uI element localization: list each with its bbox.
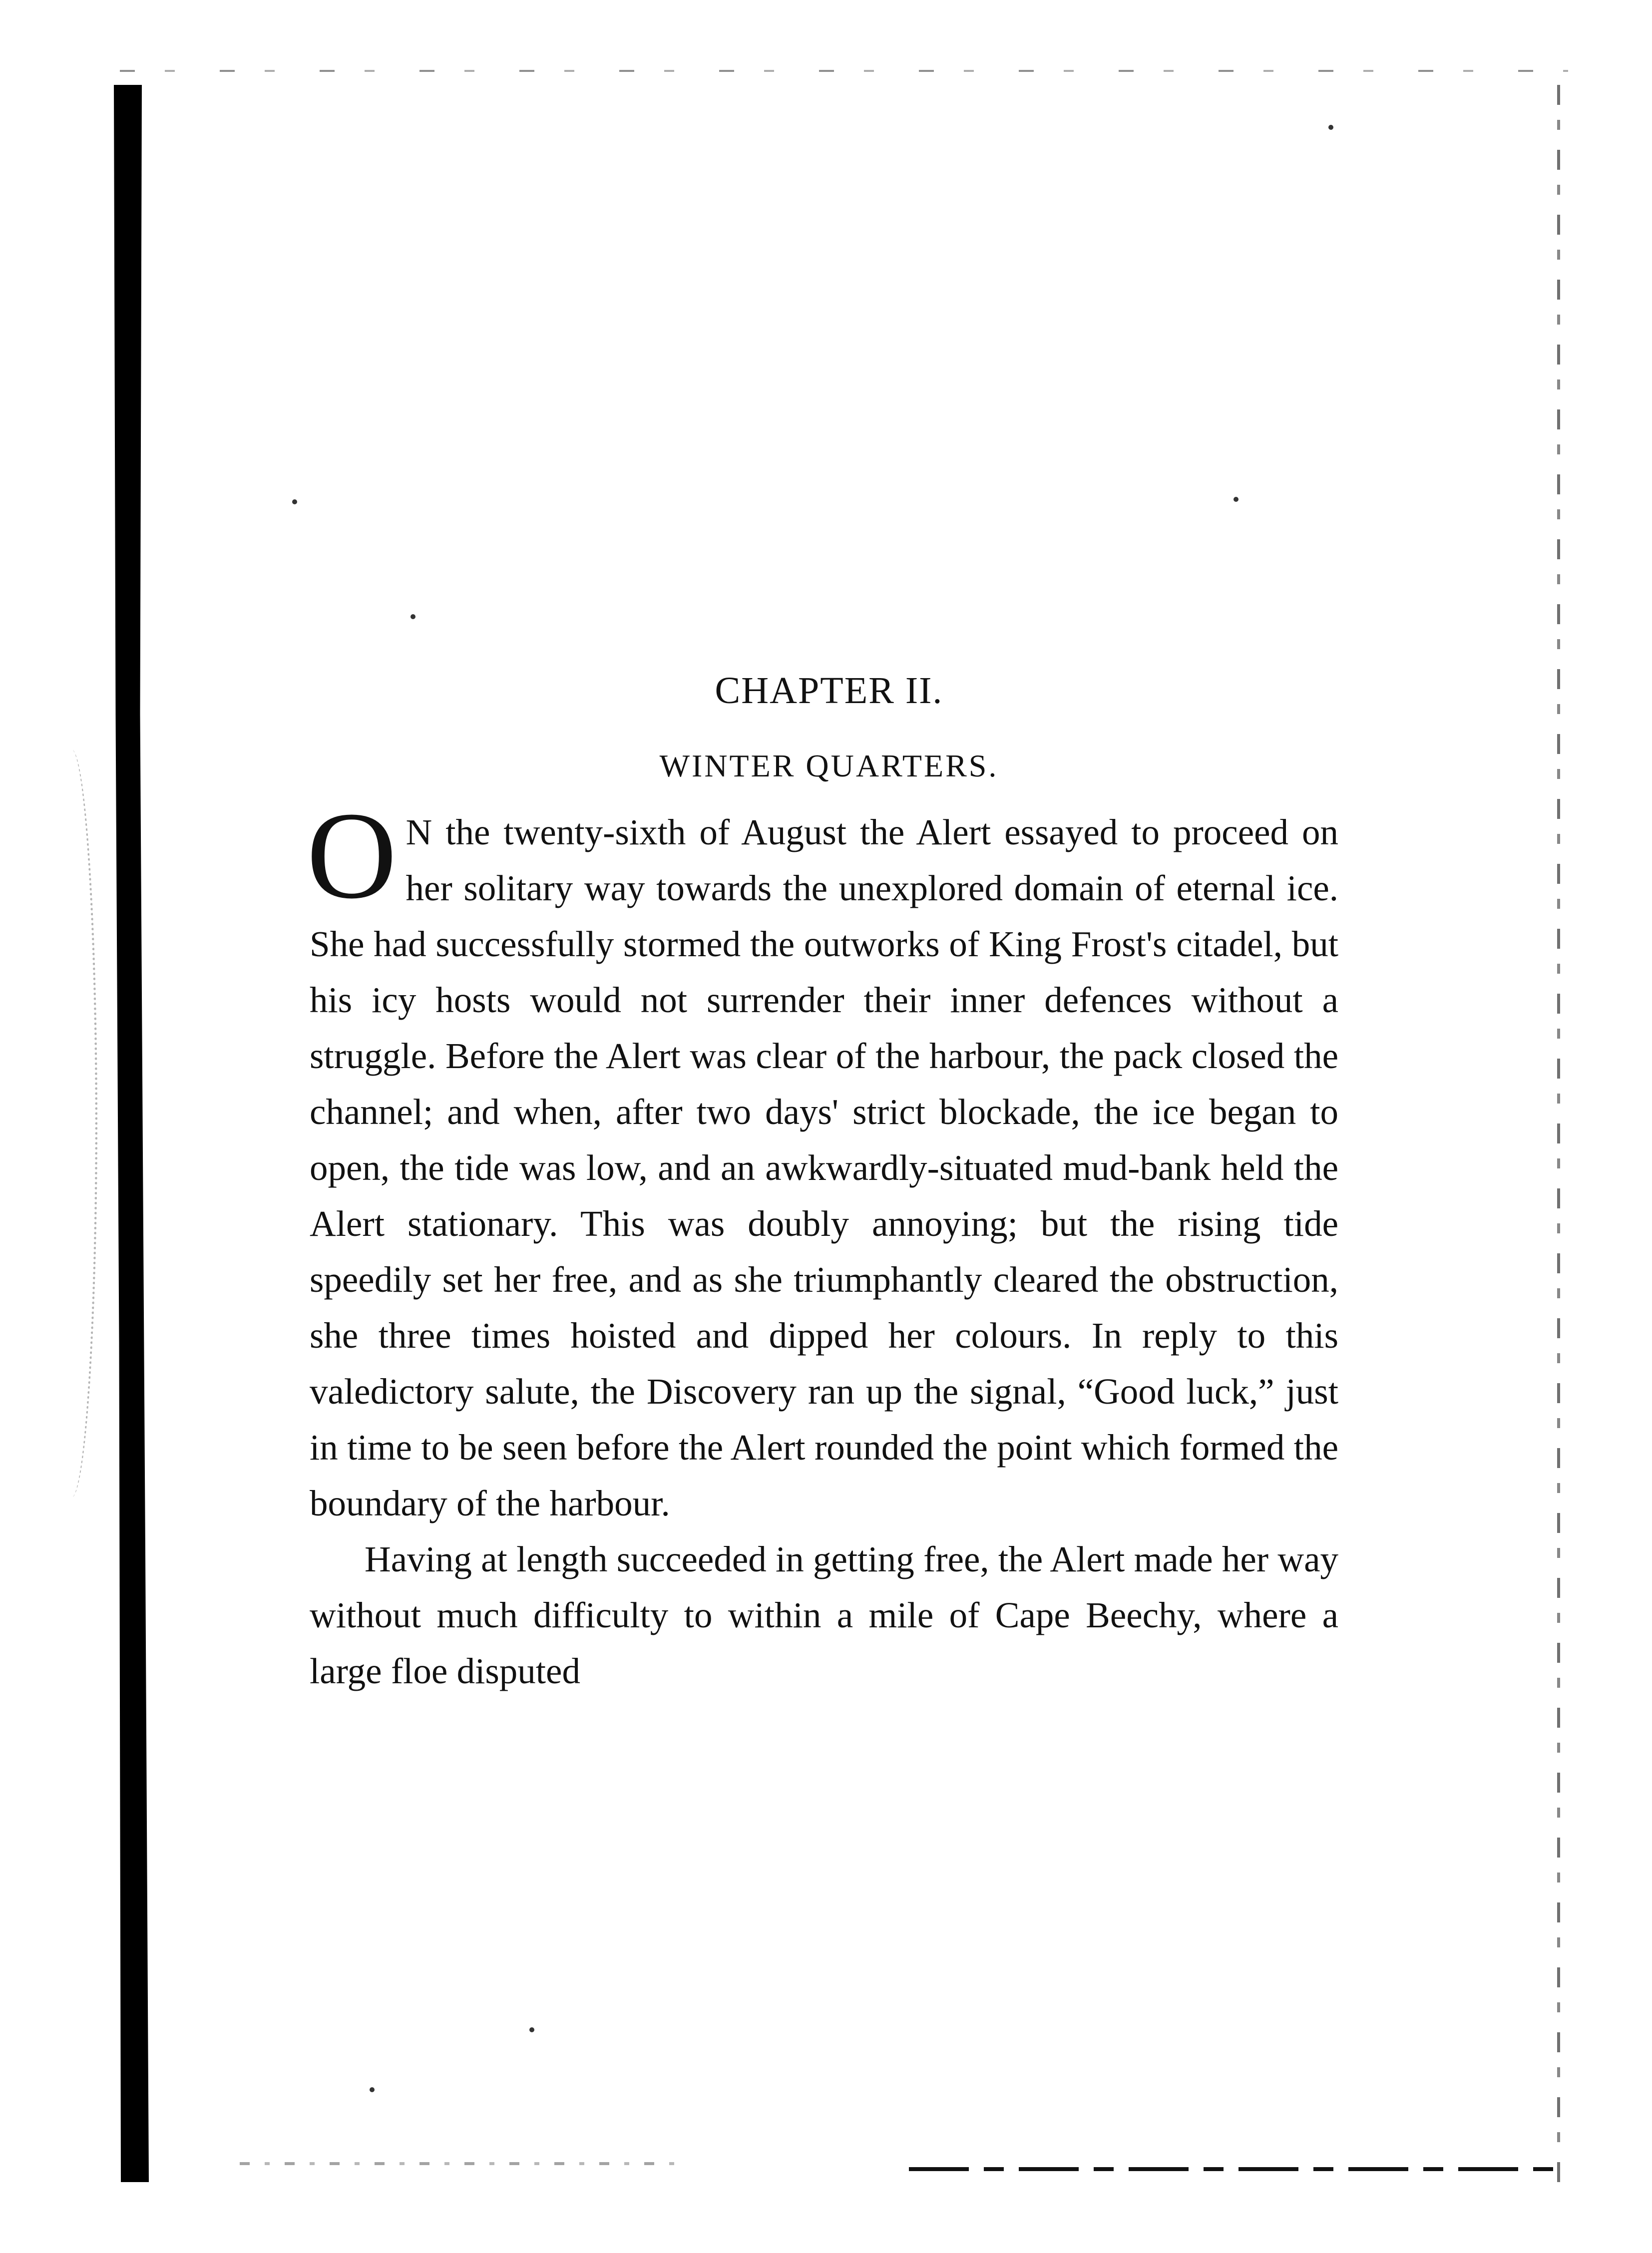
paragraph	[307, 786, 1338, 1531]
scan-speck	[1328, 125, 1333, 130]
paragraph	[310, 1531, 1338, 1699]
paragraph-text: Having at length succeeded in getting free, the Alert made her way without much difficulty to within a mile of Cape Beechy, where a large floe disputed	[310, 1539, 1338, 1691]
chapter-heading: CHAPTER II.	[715, 670, 943, 712]
scan-speck	[1234, 497, 1239, 502]
scan-speck	[529, 2027, 534, 2032]
text-block	[307, 669, 1338, 1699]
drop-cap: O	[307, 786, 397, 925]
chapter-title: WINTER QUARTERS.	[659, 748, 999, 783]
page-bottom-edge-left	[240, 2162, 689, 2165]
binding-shadow	[114, 85, 149, 2182]
scan-speck	[411, 614, 415, 619]
page-bottom-edge	[909, 2167, 1558, 2171]
scan-speck	[370, 2087, 375, 2092]
page-top-edge	[120, 70, 1568, 72]
page-right-edge	[1557, 85, 1560, 2182]
paragraph-text: N the twenty-sixth of August the Alert essayed to proceed on her solitary way towards the unexplored domain of eternal ice. She had successfully stormed the outworks of King Frost's citadel, but his icy hosts would not surrender their inner defences without a struggle. Before the Alert was clear of the harbour, the pack closed the channel; and when, after two days' strict blockade, the ice began to open, the tide was low, and an awkwardly-situated mud-bank held the Alert stationary. This was doubly annoying; but the rising tide speedily set her free, and as she triumphantly cleared the obstruction, she three times hoisted and dipped her colours. In reply to this valedictory salute, the Discovery ran up the signal, “Good luck,” just in time to be seen before the Alert rounded the point which formed the boundary of the harbour.	[310, 812, 1338, 1523]
scan-speck	[292, 499, 297, 504]
page-curl-dots	[45, 749, 97, 1498]
